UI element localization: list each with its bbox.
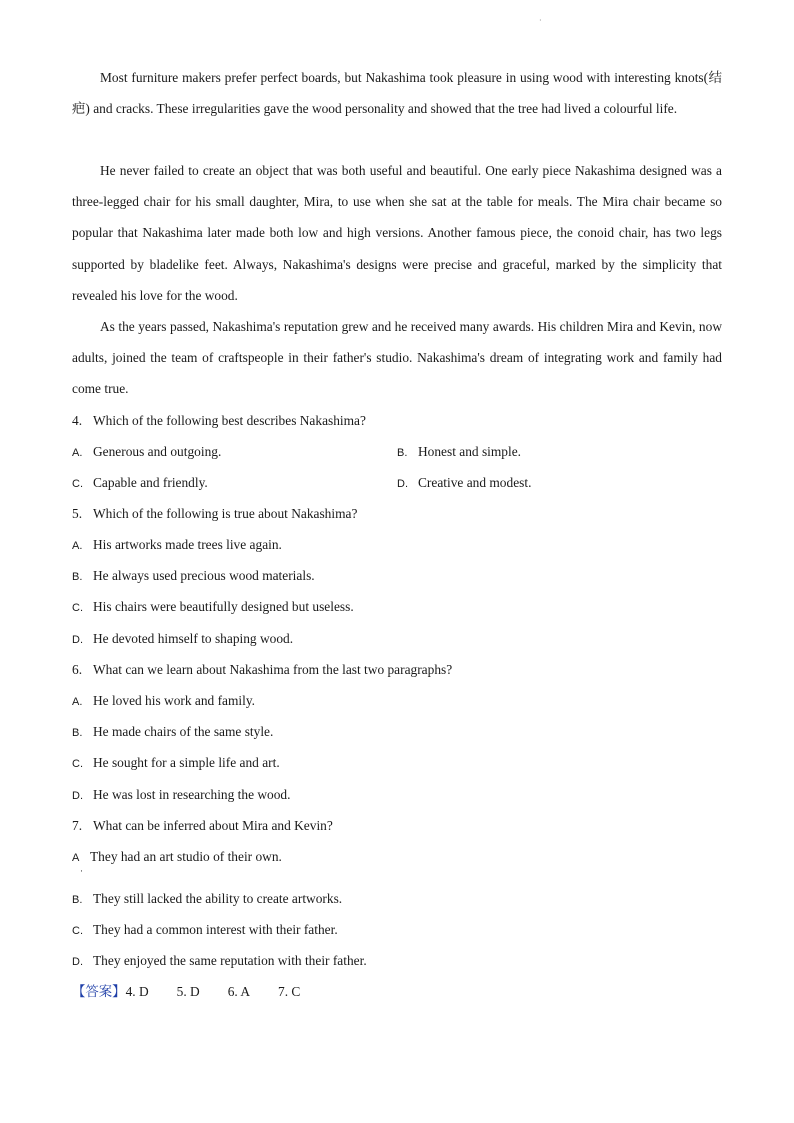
option-4a xyxy=(72,442,221,463)
option-text: He was lost in researching the wood. xyxy=(93,787,291,802)
option-label: D. xyxy=(72,790,83,802)
option-text: He always used precious wood materials. xyxy=(93,568,315,583)
option-text: They had an art studio of their own. xyxy=(90,849,282,864)
question-7 xyxy=(72,816,333,836)
paragraph-2: He never failed to create an object that was both useful and beautiful. One early piece Nakashima designed was a three-legged chair for his small daughter, Mira, to use when she sat at the table for meals. The Mira chair became so popular that Nakashima later made both low and high versions. Another famous piece, the conoid chair, has two legs supported by bladelike feet. Always, Nakashima's designs were precise and graceful, marked by the simplicity that revealed his love for the wood. xyxy=(72,163,722,303)
option-5b xyxy=(72,566,315,587)
option-label: D. xyxy=(72,956,83,968)
option-text: Creative and modest. xyxy=(418,475,532,490)
option-label: B. xyxy=(397,447,408,459)
option-7a xyxy=(72,847,282,868)
option-7b xyxy=(72,889,342,910)
option-label: C. xyxy=(72,758,83,770)
option-text: His chairs were beautifully designed but useless. xyxy=(93,599,354,614)
option-7c xyxy=(72,920,338,941)
option-text: He sought for a simple life and art. xyxy=(93,755,280,770)
option-text: They had a common interest with their father. xyxy=(93,922,338,937)
option-text: Capable and friendly. xyxy=(93,475,208,490)
stray-dot: · xyxy=(80,866,83,876)
option-text: Honest and simple. xyxy=(418,444,522,459)
question-number: 4. xyxy=(72,413,83,428)
option-text: His artworks made trees live again. xyxy=(93,537,282,552)
option-4d xyxy=(397,473,531,494)
option-4c xyxy=(72,473,208,494)
question-6 xyxy=(72,660,452,680)
answer-item: 5. D xyxy=(176,984,200,999)
option-5c xyxy=(72,597,354,618)
question-5 xyxy=(72,504,357,524)
option-5d xyxy=(72,629,293,650)
option-label: A. xyxy=(72,696,83,708)
option-text: They enjoyed the same reputation with their father. xyxy=(93,953,367,968)
answer-item: 6. A xyxy=(227,984,251,999)
option-label: D. xyxy=(72,634,83,646)
answer-tag: 【答案】 xyxy=(72,984,126,999)
option-text: Generous and outgoing. xyxy=(93,444,222,459)
question-text: What can we learn about Nakashima from the last two paragraphs? xyxy=(93,662,453,677)
option-label: C. xyxy=(72,602,83,614)
option-text: They still lacked the ability to create artworks. xyxy=(93,891,343,906)
option-label: A xyxy=(72,852,80,864)
option-5a xyxy=(72,535,282,556)
answer-item: 4. D xyxy=(125,984,149,999)
question-text: Which of the following best describes Nakashima? xyxy=(93,413,366,428)
option-6c xyxy=(72,753,280,774)
option-4b xyxy=(397,442,521,463)
question-4 xyxy=(72,411,366,431)
option-text: He devoted himself to shaping wood. xyxy=(93,631,294,646)
option-label: C. xyxy=(72,925,83,937)
question-number: 7. xyxy=(72,818,83,833)
option-6a xyxy=(72,691,255,712)
answer-item: 7. C xyxy=(278,984,301,999)
question-text: Which of the following is true about Nakashima? xyxy=(93,506,358,521)
option-label: A. xyxy=(72,540,83,552)
question-text: What can be inferred about Mira and Kevin? xyxy=(93,818,333,833)
paragraph-3: As the years passed, Nakashima's reputation grew and he received many awards. His children Mira and Kevin, now adults, joined the team of craftspeople in their father's studio. Nakashima's dream of integrating work and family had come true. xyxy=(72,319,722,397)
option-label: A. xyxy=(72,447,83,459)
option-label: B. xyxy=(72,571,83,583)
option-text: He loved his work and family. xyxy=(93,693,256,708)
paragraph-1: Most furniture makers prefer perfect boards, but Nakashima took pleasure in using wood with interesting knots(结疤) and cracks. These irregularities gave the wood personality and showed that the tree had lived a colourful life. xyxy=(72,70,722,117)
option-6b xyxy=(72,722,273,743)
option-label: D. xyxy=(397,478,408,490)
option-6d xyxy=(72,785,290,806)
question-number: 5. xyxy=(72,506,83,521)
option-label: B. xyxy=(72,727,83,739)
option-label: B. xyxy=(72,894,83,906)
question-number: 6. xyxy=(72,662,83,677)
option-7d xyxy=(72,951,367,972)
option-label: C. xyxy=(72,478,83,490)
option-text: He made chairs of the same style. xyxy=(93,724,274,739)
header-dot: · xyxy=(539,16,542,25)
answer-key xyxy=(72,982,300,1002)
